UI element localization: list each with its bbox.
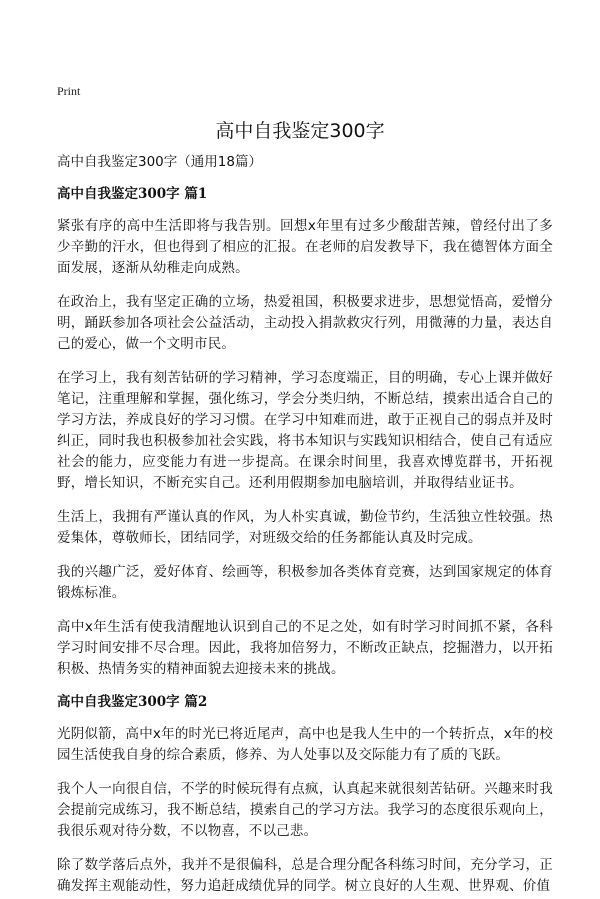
paragraph: 高中x年生活有使我清醒地认识到自己的不足之处，如有时学习时间抓不紧，各科学习时间安排不尽合理。因此，我将加倍努力，不断改正缺点，挖掘潜力，以开拓积极、热情务实的精神面貌去迎接未来的挑战。: [57, 619, 553, 677]
section-heading: 高中自我鉴定300字 篇1: [57, 186, 208, 202]
document-title: 高中自我鉴定300字: [215, 120, 385, 142]
document-subtitle: 高中自我鉴定300字（通用18篇）: [57, 154, 262, 170]
paragraph: 生活上，我拥有严谨认真的作风，为人朴实真诚，勤俭节约，生活独立性较强。热爱集体，尊敬师长，团结同学，对班级交给的任务都能认真及时完成。: [57, 509, 553, 546]
section-1: [57, 185, 553, 680]
print-label: Print: [57, 84, 81, 98]
paragraph: 在政治上，我有坚定正确的立场，热爱祖国，积极要求进步，思想觉悟高，爱憎分明，踊跃参加各项社会公益活动，主动投入捐款救灾行列，用微薄的力量，表达自己的爱心，做一个文明市民。: [57, 294, 553, 352]
paragraph: 我个人一向很自信，不学的时候玩得有点疯，认真起来就很刻苦钻研。兴趣来时我会提前完成练习，我不断总结，摸索自己的学习方法。我学习的态度很乐观向上，我很乐观对待分数，不以物喜，不以己悲。: [57, 781, 553, 839]
section-2: [57, 693, 553, 897]
document-body: [57, 153, 553, 899]
section-heading: 高中自我鉴定300字 篇2: [57, 694, 208, 710]
paragraph: 紧张有序的高中生活即将与我告别。回想x年里有过多少酸甜苦辣，曾经付出了多少辛勤的汗水，但也得到了相应的汇报。在老师的启发教导下，我在德智体方面全面发展，逐渐从幼稚走向成熟。: [57, 218, 553, 276]
paragraph: 在学习上，我有刻苦钻研的学习精神，学习态度端正，目的明确，专心上课并做好笔记，注重理解和掌握，强化练习，学会分类归纳，不断总结，摸索出适合自己的学习方法，养成良好的学习习惯。在学习中知难而进，敢于正视自己的弱点并及时纠正，同时我也积极参加社会实践，将书本知识与实践知识相结合，使自己有适应社会的能力，应变能力有进一步提高。在课余时间里，我喜欢博览群书，开拓视野，增长知识，不断充实自己。还利用假期参加电脑培训，并取得结业证书。: [57, 370, 553, 491]
paragraph: 光阴似箭，高中x年的时光已将近尾声，高中也是我人生中的一个转折点，x年的校园生活使我自身的综合素质，修养、为人处事以及交际能力有了质的飞跃。: [57, 726, 553, 763]
paragraph: 除了数学落后点外，我并不是很偏科，总是合理分配各科练习时间，充分学习，正确发挥主观能动性，努力追赶成绩优异的同学。树立良好的人生观、世界观、价值: [57, 857, 553, 894]
paragraph: 我的兴趣广泛，爱好体育、绘画等，积极参加各类体育竞赛，达到国家规定的体育锻炼标准。: [57, 564, 553, 601]
